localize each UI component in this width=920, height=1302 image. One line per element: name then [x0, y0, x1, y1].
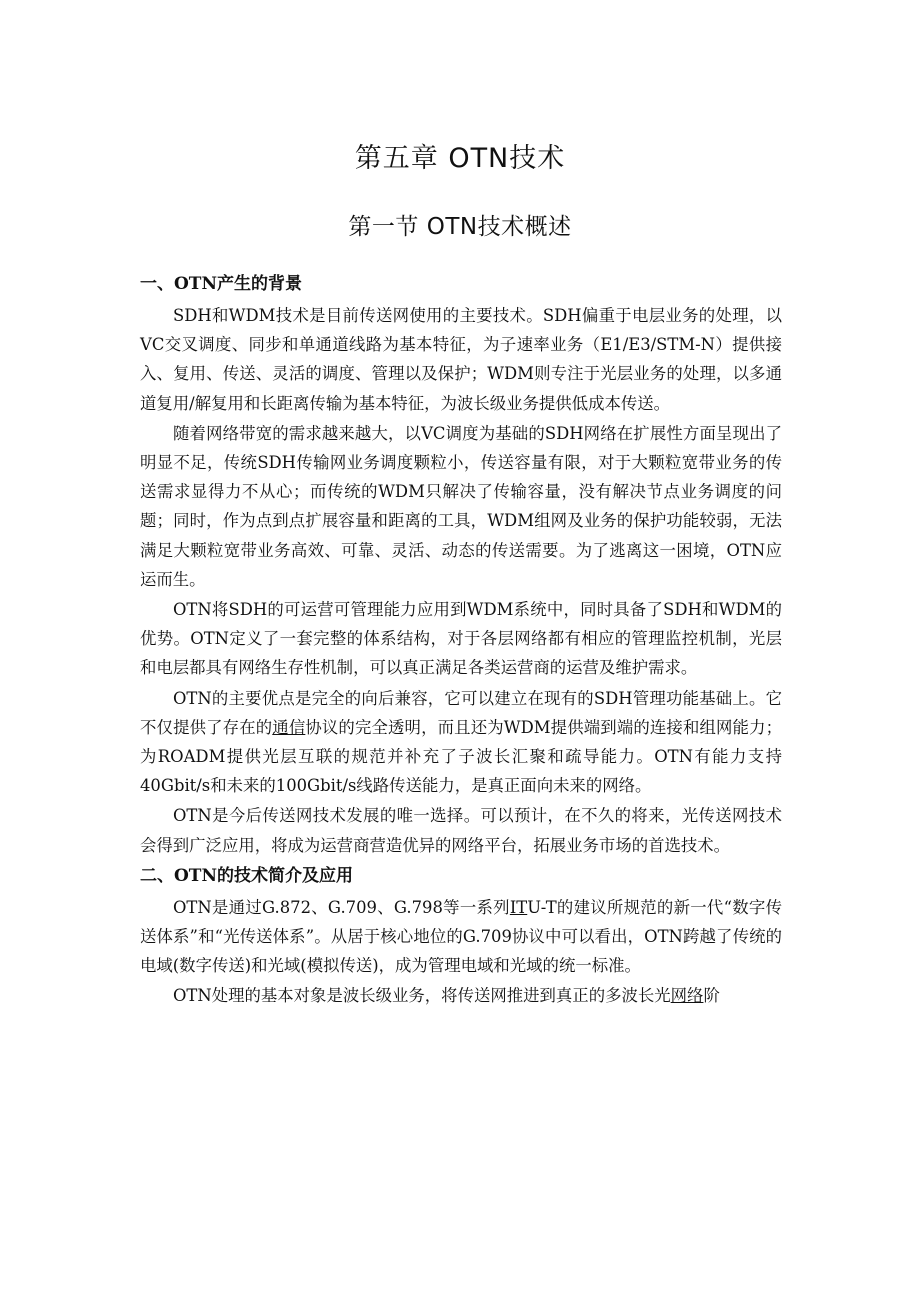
subsection-heading-2: 二、OTN的技术简介及应用: [140, 865, 353, 886]
paragraph: [140, 980, 782, 1010]
paragraph: [140, 683, 782, 801]
text: U-T的建议所规范的新一代“数字传送体系”和“光传送体系”。从居于核心地位的G.709协议中可以看出，OTN跨越了传统的电域(数字传送)和光域(模拟传送)，成为管理电域和光域的统一标准。: [140, 897, 782, 976]
link-wangluo[interactable]: 网络: [670, 986, 704, 1006]
section-title: 第一节 OTN技术概述: [348, 214, 572, 240]
text: OTN的主要优点是完全的向后兼容，它可以建立在现有的SDH管理功能基础上。它不仅提供了存在的: [140, 688, 782, 737]
text: 阶: [703, 986, 720, 1006]
paragraph: OTN是今后传送网技术发展的唯一选择。可以预计，在不久的将来，光传送网技术会得到广泛应用，将成为运营商营造优异的网络平台，拓展业务市场的首选技术。: [140, 806, 782, 855]
paragraph: OTN将SDH的可运营可管理能力应用到WDM系统中，同时具备了SDH和WDM的优势。OTN定义了一套完整的体系结构，对于各层网络都有相应的管理监控机制，光层和电层都具有网络生存性机制，可以真正满足各类运营商的运营及维护需求。: [140, 600, 782, 678]
text: OTN是通过G.872、G.709、G.798等一系列: [173, 897, 510, 917]
paragraph: 随着网络带宽的需求越来越大，以VC调度为基础的SDH网络在扩展性方面呈现出了明显不足，传统SDH传输网业务调度颗粒小，传送容量有限，对于大颗粒宽带业务的传送需求显得力不从心；而传统的WDM只解决了传输容量，没有解决节点业务调度的问题；同时，作为点到点扩展容量和距离的工具，WDM组网及业务的保护功能较弱，无法满足大颗粒宽带业务高效、可靠、灵活、动态的传送需要。为了逃离这一困境，OTN应运而生。: [140, 423, 782, 589]
subsection-heading-1: 一、OTN产生的背景: [140, 274, 302, 294]
link-tongxin[interactable]: 通信: [272, 717, 306, 737]
text: 协议的完全透明，而且还为WDM提供端到端的连接和组网能力；为ROADM提供光层互联的规范并补充了子波长汇聚和疏导能力。OTN有能力支持40Gbit/s和未来的100Gbit/s线路传送能力，是真正面向未来的网络。: [140, 717, 783, 796]
link-itu-t[interactable]: IT: [509, 897, 528, 917]
text: OTN处理的基本对象是波长级业务，将传送网推进到真正的多波长光: [173, 986, 671, 1006]
document-body: [140, 268, 782, 1011]
chapter-title: 第五章 OTN技术: [354, 143, 566, 174]
paragraph: [140, 892, 782, 981]
paragraph: SDH和WDM技术是目前传送网使用的主要技术。SDH偏重于电层业务的处理，以VC交叉调度、同步和单通道线路为基本特征，为子速率业务（E1/E3/STM-N）提供接入、复用、传送、灵活的调度、管理以及保护；WDM则专注于光层业务的处理，以多通道复用/解复用和长距离传输为基本特征，为波长级业务提供低成本传送。: [140, 306, 782, 413]
